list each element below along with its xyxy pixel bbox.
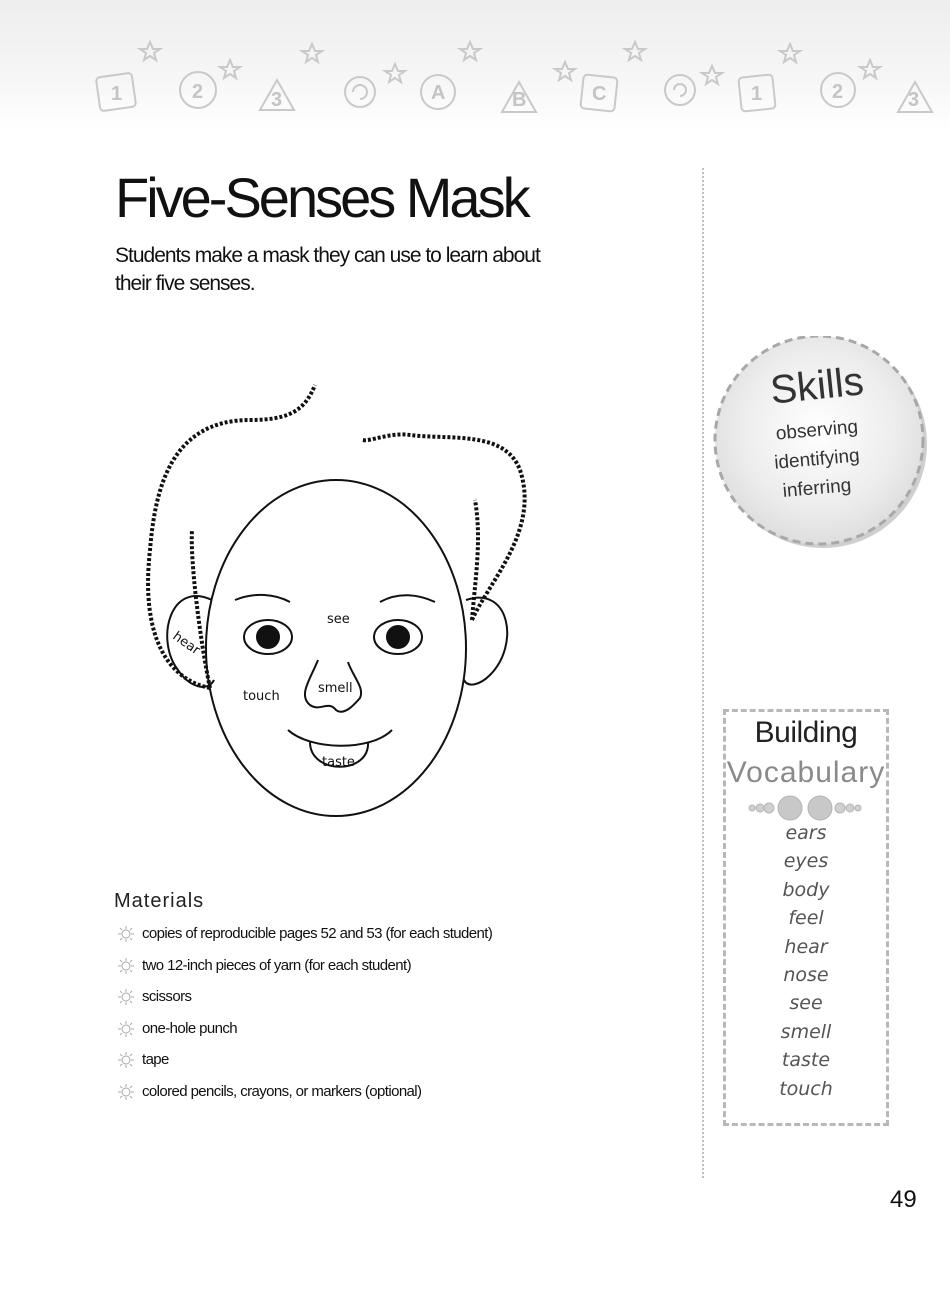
vocab-word: feel xyxy=(788,907,824,930)
vocab-word: touch xyxy=(779,1077,833,1100)
sun-bullet-icon xyxy=(118,1084,142,1100)
materials-heading: Materials xyxy=(114,890,205,912)
vocab-word: eyes xyxy=(783,850,829,873)
list-item xyxy=(118,988,492,1020)
label-see: see xyxy=(327,612,350,627)
skill-item: observing xyxy=(774,416,859,445)
label-smell: smell xyxy=(318,681,353,696)
sun-bullet-icon xyxy=(118,1021,142,1037)
star-icon xyxy=(555,62,575,80)
vocab-word: taste xyxy=(781,1049,831,1072)
banner-glyph-3: 3 xyxy=(271,89,283,111)
star-icon xyxy=(702,66,722,84)
header-banner xyxy=(0,0,950,130)
star-icon xyxy=(220,60,240,78)
bubble-ornament-icon xyxy=(748,795,866,821)
sun-bullet-icon xyxy=(118,958,142,974)
right-ear xyxy=(464,598,507,685)
skills-badge xyxy=(712,336,934,558)
star-icon xyxy=(860,60,880,78)
banner-glyph-b: B xyxy=(512,89,527,111)
sun-bullet-icon xyxy=(118,1052,142,1068)
list-item xyxy=(118,957,492,989)
column-divider xyxy=(702,168,704,1178)
star-icon xyxy=(302,44,322,62)
skill-item: identifying xyxy=(773,445,861,474)
vocab-word: ears xyxy=(785,822,827,844)
vocab-word: see xyxy=(789,992,823,1015)
skills-title: Skills xyxy=(768,359,866,413)
vocab-word: hear xyxy=(784,935,828,958)
star-icon xyxy=(460,42,480,60)
label-touch: touch xyxy=(243,689,280,704)
material-text: two 12-inch pieces of yarn (for each student) xyxy=(142,956,411,974)
mouth xyxy=(288,730,392,746)
vocab-word: body xyxy=(782,878,830,901)
page-number: 49 xyxy=(890,1186,917,1213)
yarn-right xyxy=(362,434,525,620)
list-item xyxy=(118,925,492,957)
list-item xyxy=(118,1051,492,1083)
star-icon xyxy=(140,42,160,60)
material-text: tape xyxy=(142,1051,169,1068)
skill-item: inferring xyxy=(781,475,853,502)
banner-glyph-1b: 1 xyxy=(751,83,763,105)
banner-glyph-2: 2 xyxy=(192,81,204,103)
page-subtitle: Students make a mask they can use to learn about their five senses. xyxy=(115,244,540,295)
label-hear: hear xyxy=(169,628,203,659)
vocabulary-title-line2: Vocabulary xyxy=(726,756,886,789)
material-text: one-hole punch xyxy=(142,1019,238,1037)
star-icon xyxy=(385,64,405,82)
vocabulary-title-line1: Building xyxy=(754,716,858,749)
vocabulary-list xyxy=(726,822,886,1106)
banner-decoration xyxy=(0,0,950,130)
banner-glyph-1: 1 xyxy=(111,83,123,105)
banner-glyph-c: C xyxy=(592,83,607,105)
sun-bullet-icon xyxy=(118,989,142,1005)
face-mask-illustration xyxy=(130,380,530,820)
vocabulary-box xyxy=(723,709,889,1126)
label-taste: taste xyxy=(322,755,355,770)
star-icon xyxy=(780,44,800,62)
vocab-word: smell xyxy=(780,1020,832,1043)
sun-bullet-icon xyxy=(118,926,142,942)
banner-glyph-2b: 2 xyxy=(832,81,844,103)
banner-glyph-a: A xyxy=(431,82,446,104)
material-text: copies of reproducible pages 52 and 53 (for each student) xyxy=(142,925,493,942)
material-text: scissors xyxy=(142,988,192,1005)
list-item xyxy=(118,1083,492,1115)
star-icon xyxy=(625,42,645,60)
materials-list xyxy=(118,925,492,1114)
vocab-word: nose xyxy=(783,963,829,986)
banner-glyph-3b: 3 xyxy=(908,89,920,111)
list-item xyxy=(118,1020,492,1052)
material-text: colored pencils, crayons, or markers (optional) xyxy=(142,1082,422,1100)
page-title: Five-Senses Mask xyxy=(115,166,528,229)
